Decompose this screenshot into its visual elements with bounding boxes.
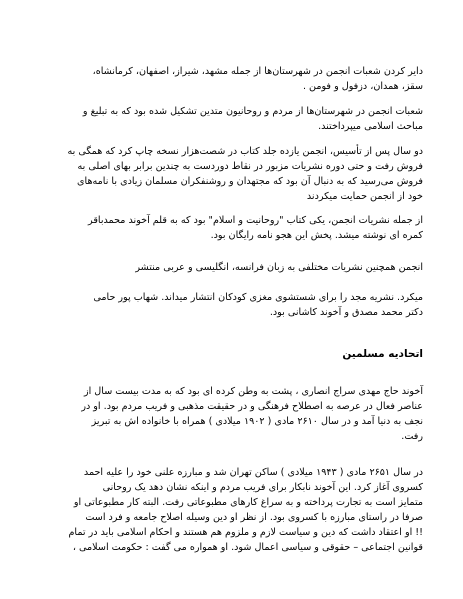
text-line: دایر کردن شعبات انجمن در شهرستان‌ها از جمله مشهد، شیراز، اصفهان، کرمانشاه، [92, 66, 423, 77]
text-line: دو سال پس از تأسیس، انجمن یازده جلد کتاب در شصت‌هزار نسخه چاپ کرد که همگی به [67, 146, 423, 157]
text-line: !! او اعتقاد داشت که دین و سیاست لازم و ملزوم هم هستند و احکام اسلامی باید در تمام [68, 527, 423, 538]
paragraph-majd [58, 290, 423, 320]
paragraph-seraj-intro [58, 384, 423, 444]
paragraph-branches [58, 64, 423, 94]
text-line: دکتر محمد مصدق و آخوند کاشانی بود. [269, 307, 423, 318]
paragraph-book [58, 213, 423, 243]
text-line: انجمن همچنین نشریات مختلفی به زبان فرانسه، انگلیسی و عربی منتشر [135, 262, 423, 273]
text-line: شعبات انجمن در شهرستان‌ها از مردم و روحانیون متدین تشکیل شده بود که به تبلیغ و [82, 106, 423, 117]
text-line: فروش می‌رسید که به دنبال آن بود که مجتهدان و روشنفکران مسلمان زیادی با نامه‌های [77, 176, 423, 187]
paragraph-branch-members [58, 104, 423, 134]
text-line: قوانین اجتماعی – حقوقی و سیاسی اعمال شود. او همواره می گفت : حکومت اسلامی ، [72, 542, 423, 553]
paragraph-languages [58, 260, 423, 275]
text-line: کمره ای نوشته میشد. پخش این هجو نامه رایگان بود. [210, 230, 423, 241]
text-line: از جمله نشریات انجمن، یکی کتاب "روحانیت و اسلام" بود که به قلم آخوند محمدباقر [88, 215, 423, 226]
text-line: عناصر فعال در عرصه به اصطلاح فرهنگی و در حقیقت مذهبی و فریب مردم بود. او در [81, 401, 423, 412]
section-heading: اتحادیه مسلمین [342, 348, 423, 360]
text-line: صرفا در راستای مبارزه با کسروی بود. از نظر او دین وسیله اصلاح جامعه و فرد است [85, 512, 423, 523]
text-line: خود از انجمن حمایت میکردند [306, 191, 423, 202]
text-line: آخوند حاج مهدی سراج انصاری ، پشت به وطن کرده ای بود که به مدت بیست سال از [83, 386, 423, 397]
text-line: نجف به دنیا آمد و در سال ۲۶۱۰ مادی ( ۱۹۰۲ میلادی ) همراه با خانواده اش به تبریز [91, 416, 423, 427]
paragraph-seraj-tehran [58, 465, 423, 555]
text-line: کسروی آغاز کرد. این آخوند نابکار برای فریب مردم و اینکه نشان دهد یک روحانی [102, 482, 423, 493]
text-line: مباحث اسلامی میپرداختند. [318, 121, 423, 132]
text-line: فروش رفت و حتی دوره نشریات مزبور در نقاط دوردست به چندین برابر بهای اصلی به [77, 161, 423, 172]
text-line: در سال ۲۶۵۱ مادی ( ۱۹۴۳ میلادی ) ساکن تهران شد و مبارزه علنی خود را علیه احمد [83, 467, 423, 478]
text-line: سقز، همدان، دزفول و فومن . [302, 81, 423, 92]
text-line: میکرد. نشریه مجد را برای شستشوی مغزی کودکان انتشار میداند. شهاب پور حامی [93, 292, 423, 303]
text-line: رفت. [401, 431, 423, 442]
text-line: متمایز است به تجارت پرداخته و به سراغ کارهای مطبوعاتی رفت. البته کار مطبوعاتی او [73, 497, 423, 508]
paragraph-publications [58, 144, 423, 204]
